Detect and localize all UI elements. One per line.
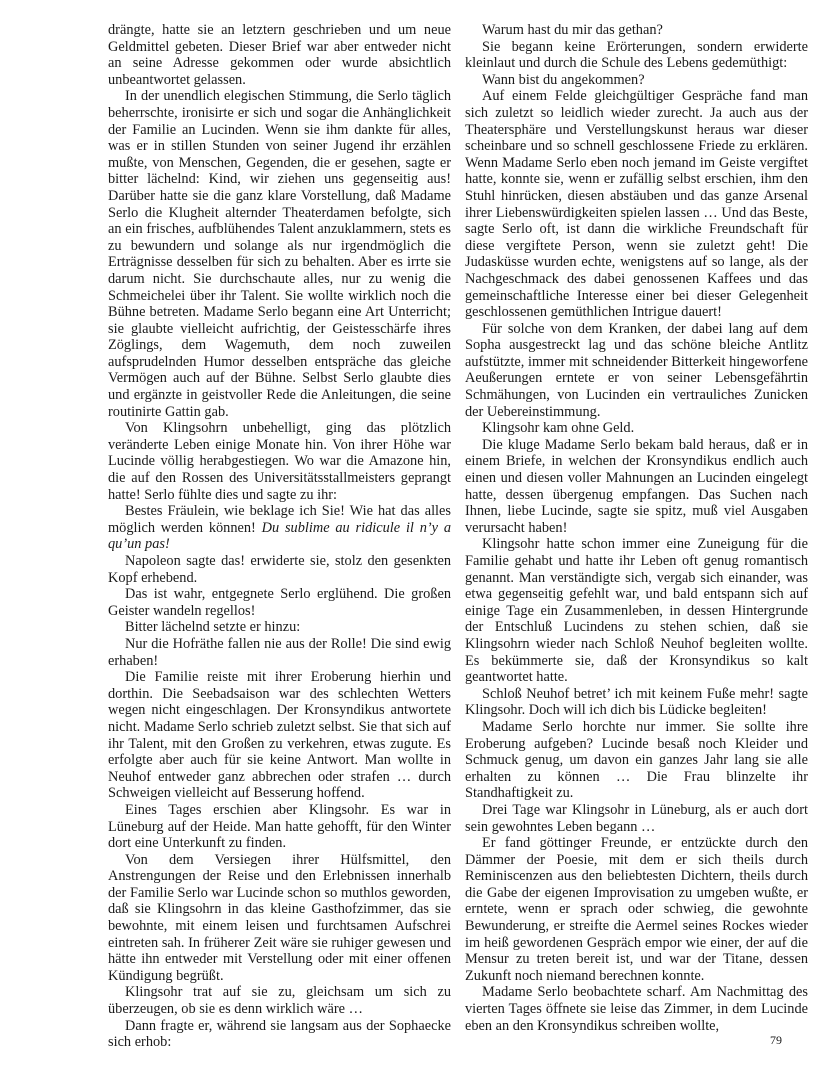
french-quote: Du sublime au ridicule il n’y a qu’un pas! <box>108 519 451 553</box>
paragraph: Warum hast du mir das gethan? <box>482 22 663 38</box>
paragraph: Er fand göttinger Freunde, er entzückte durch den Dämmer der Poesie, mit dem er sich theils durch Reminiscenzen aus den beliebtesten Dichtern, theils durch die Gabe der eigenen Improvisation zu umgeben wußte, er erntete, wenn er sprach oder schwieg, die gewohnte Bewunderung, er streifte die Aermel seines Rockes wieder im heiß gewordenen Gespräch empor wie einer, der auf die Mensur zu treten bereit ist, und war der Titane, dessen Zukunft noch niemand berechnen konnte. <box>465 835 808 984</box>
paragraph: Sie begann keine Erörterungen, sondern erwiderte kleinlaut und durch die Schule des Lebens gedemüthigt: <box>465 38 808 72</box>
paragraph: Dann fragte er, während sie langsam aus der Sophaecke sich erhob: <box>108 1017 451 1051</box>
paragraph: Nur die Hofräthe fallen nie aus der Rolle! Die sind ewig erhaben! <box>108 635 451 669</box>
paragraph: Für solche von dem Kranken, der dabei lang auf dem Sopha ausgestreckt lag und das schöne bleiche Antlitz aufstützte, immer mit schneidender Bitterkeit hingeworfene Aeußerungen erntete er von seiner Lebensgefährtin Schmähungen, von Lucinden ein vertrauliches Zunicken der Uebereinstimmung. <box>465 320 808 420</box>
paragraph: Von dem Versiegen ihrer Hülfsmittel, den Anstrengungen der Reise und den Erlebnissen innerhalb der Familie Serlo war Lucinde schon so muthlos geworden, daß sie Klingsohrn in das kleine Gasthofzimmer, das sie bewohnte, mit einem leisen und furchtsamen Aufschrei eintreten sah. In früherer Zeit wäre sie ruhiger gewesen und hätte ihn entweder mit Verstellung oder mit einer offenen Kündigung begrüßt. <box>108 851 451 984</box>
left-text-column <box>108 22 451 1051</box>
paragraph: Napoleon sagte das! erwiderte sie, stolz den gesenkten Kopf erhebend. <box>108 553 451 586</box>
paragraph: Die kluge Madame Serlo bekam bald heraus, daß er in einem Briefe, in welchen der Kronsyndikus endlich auch einen und diesen voller Mahnungen an Lucinden eingelegt hatte, dessen übergenug empfangen. Das Suchen nach Ihnen, liebe Lucinde, sagte sie spitz, muß viel Ausgaben verursacht haben! <box>465 436 808 536</box>
paragraph: In der unendlich elegischen Stimmung, die Serlo täglich beherrschte, ironisirte er sich und sogar die Anhänglichkeit der Familie an Lucinden. Wenn sie ihm dankte für alles, was er in stillen Stunden von seiner Jugend ihr erzählen mußte, von Menschen, Gegenden, die er gesehen, sagte er bitter lächelnd: Kind, wir ziehen uns gegenseitig aus! Darüber hatte sie die ganz klare Vorstellung, daß Madame Serlo die Klugheit alternder Theaterdamen befolgte, sich an ein frisches, aufblühendes Talent anzuklammern, stets es zu bewundern und solange als nur irgendmöglich die Erträgnisse desselben für sich zu behalten. Aber es irrte sie darum nicht. Sie durchschaute alles, nur zu wenig die Schmeichelei über ihr Talent. Sie wollte wirklich noch die Bühne betreten. Madame Serlo begann eine Art Unterricht; sie glaubte vielleicht aufrichtig, der Geistesschärfe ihres Zöglings, dem Wagemuth, dem noch zuweilen aufsprudelnden Humor desselben entspräche das gleiche Vermögen auch auf der Bühne. Selbst Serlo glaubte dies und ergänzte in geistvoller Rede die Anleitungen, die seine routinirte Gattin gab. <box>108 88 451 420</box>
paragraph: Klingsohr hatte schon immer eine Zuneigung für die Familie gehabt und hatte ihr Leben oft genug romantisch genannt. Man verständigte sich, vergab sich einander, was etwa gegenseitig gefehlt war, und bald entspann sich auf einige Tage ein Zusammenleben, in dessen Hintergrunde der Entschluß Lucindens zu stehen schien, daß sie Klingsohrn wieder nach Schloß Neuhof begleiten wollte. Es bekümmerte sie, daß der Kronsyndikus so kalt geantwortet hatte. <box>465 536 808 686</box>
paragraph: Von Klingsohrn unbehelligt, ging das plötzlich veränderte Leben einige Monate hin. Von ihrer Höhe war Lucinde völlig herabgestiegen. Wo war die Amazone hin, die auf den Rossen des Universitätsstallmeisters geprangt hatte! Serlo fühlte dies und sagte zu ihr: <box>108 420 451 503</box>
paragraph <box>108 503 451 553</box>
paragraph: Drei Tage war Klingsohr in Lüneburg, als er auch dort sein gewohntes Leben begann … <box>465 801 808 835</box>
paragraph: Das ist wahr, entgegnete Serlo erglühend. Die großen Geister wandeln regellos! <box>108 586 451 619</box>
paragraph: Eines Tages erschien aber Klingsohr. Es war in Lüneburg auf der Heide. Man hatte gehofft, für den Winter dort eine Unterkunft zu finden. <box>108 801 451 852</box>
right-text-column <box>465 22 808 1034</box>
paragraph: Auf einem Felde gleichgültiger Gespräche fand man sich zuletzt so leidlich wieder zurecht. Ja auch aus der Theatersphäre und Verstellungskunst heraus war dieser scheinbare und so schnell geschlossene Friede zu erklären. Wenn Madame Serlo eben noch jemand im Geiste vergiftet hatte, konnte sie, wenn er zufällig selbst erschien, ihm den Stuhl hinrücken, diesen abstäuben und das ganze Arsenal ihrer Liebenswürdigkeiten spielen lassen … Und das Beste, sagte Serlo oft, ist dann die wirkliche Freundschaft für diese vergiftete Person, wenn sie zuletzt geht! Die Judasküsse wurden echte, wenigstens auf so lange, als der Nachgeschmack des dabei genossenen Kaffees und das gemeinschaftliche Interesse einer bei dieser Gelegenheit geschlossenen gemüthlichen Intrigue dauert! <box>465 88 808 321</box>
page-number: 79 <box>770 1033 782 1047</box>
paragraph: Klingsohr trat auf sie zu, gleichsam um sich zu überzeugen, ob sie es denn wirklich wäre … <box>108 984 451 1018</box>
paragraph: Bitter lächelnd setzte er hinzu: <box>125 619 301 636</box>
paragraph: Klingsohr kam ohne Geld. <box>482 420 635 437</box>
paragraph: Madame Serlo horchte nur immer. Sie sollte ihre Eroberung aufgeben? Lucinde besaß noch Kleider und Schmuck genug, um davon ein ganzes Jahr lang sie alle erhalten zu können … Die Frau blinzelte ihr Standhaftigkeit zu. <box>465 718 808 802</box>
paragraph: drängte, hatte sie an letztern geschrieben und um neue Geldmittel gebeten. Dieser Brief war aber entweder nicht an seine Adresse gekommen oder wurde absichtlich unbeantwortet gelassen. <box>108 22 451 88</box>
paragraph: Wann bist du angekommen? <box>482 71 645 88</box>
paragraph-text: Bestes Fräulein, wie beklage ich Sie! Wie hat das alles möglich werden können! <box>108 503 451 536</box>
paragraph: Die Familie reiste mit ihrer Eroberung hierhin und dorthin. Die Seebadsaison war des schlechten Wetters wegen nicht eingeschlagen. Der Kronsyndikus antwortete nicht. Madame Serlo schrieb zuletzt selbst. Sie that sich auf ihr Talent, mit den Großen zu verkehren, etwas zugute. Es erfolgte aber auch für sie keine Antwort. Man wollte in Neuhof entweder ganz abbrechen oder strafen … durch Schweigen vielleicht auf Besserung hoffend. <box>108 669 451 802</box>
paragraph: Madame Serlo beobachtete scharf. Am Nachmittag des vierten Tages öffnete sie leise das Zimmer, in dem Lucinde eben an den Kronsyndikus schreiben wollte, <box>465 984 808 1034</box>
paragraph: Schloß Neuhof betret’ ich mit keinem Fuße mehr! sagte Klingsohr. Doch will ich dich bis Lüdicke begleiten! <box>465 685 808 719</box>
